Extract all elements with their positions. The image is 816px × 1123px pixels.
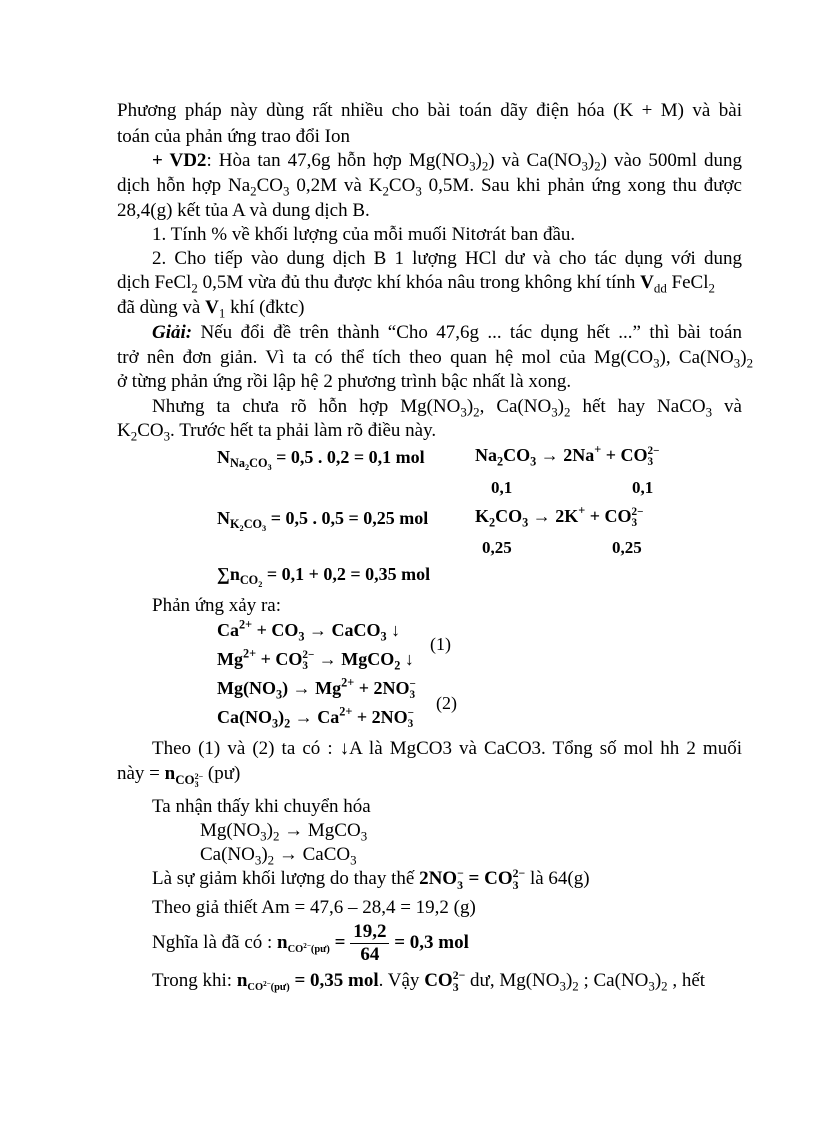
solution-line-3: ở từng phản ứng rồi lập hệ 2 phương trình bậc nhất là xong. [117, 371, 572, 392]
assumption-line: Theo giả thiết Am = 47,6 – 28,4 = 19,2 (g) [152, 897, 476, 918]
observation-line: Ta nhận thấy khi chuyển hóa [152, 796, 371, 817]
question-1: 1. Tính % về khối lượng của mỗi muối Nitơrát ban đầu. [152, 224, 576, 245]
reaction-3: $Mg(NO_3) \to Mg^{2+} + 2NO$ − 3 [217, 675, 416, 702]
reaction-4: $Ca(NO_3)_2 \to Ca^{2+} + 2NO$ − 3 [217, 704, 414, 731]
reaction-1: $Ca^{2+} + CO_3$ → CaCO$_3$ ↓ [217, 617, 401, 644]
solution-line-1: Giải: Nếu đổi đề trên thành “Cho 47,6g ... tác dụng hết ...” thì bài toán [152, 322, 742, 343]
intro-line-1: Phương pháp này dùng rất nhiều cho bài toán dãy điện hóa (K + M) và bài [117, 100, 742, 121]
while-line: Trong khi: $n_{CO^{2-}(pư)} = 0,35$ mol. Vậy CO 2− 3 dư, $Mg(NO_3)_2$ ; $Ca(NO_3)_2$ , hết [152, 969, 706, 994]
intro-line-2: toán của phản ứng trao đổi Ion [117, 126, 350, 147]
na2co3-dissociation: $Na_2CO_3 \to 2Na^+$ + CO 2− 3 [475, 442, 660, 469]
conclusion-line-2: này = $n_{CO 2- 3}$ (pư) [117, 763, 241, 789]
question-2-line-2: dịch FeCl$_2$ 0,5M vừa đủ thu được khí khóa nâu trong không khí tính $V_{dd}$ FeCl$_2$ [117, 272, 715, 296]
mol-k2co3-equation: $N_{K_2CO_3} = 0,5$ . 0,5 = 0,25 mol [217, 508, 429, 534]
co3-mol-value-2: 0,25 [612, 538, 642, 557]
mol-na2co3-equation: $N_{Na_2CO_3} = 0,5$ . 0,2 = 0,1 mol [217, 447, 425, 473]
problem-line-3: 28,4(g) kết tủa A và dung dịch B. [117, 200, 370, 221]
solution-line-2: trở nên đơn giản. Vì ta có thể tích theo quan hệ mol của $Mg(CO_3)$, $Ca(NO_3)_2$ [117, 347, 754, 371]
solution-line-5: $K_2CO_3$. Trước hết ta phải làm rõ điều này. [117, 420, 437, 444]
k2co3-dissociation: $K_2CO_3 \to 2K^+$ + CO 2− 3 [475, 503, 644, 530]
reaction-2: $Mg^{2+}$ + CO 2− 3 → MgCO$_2$ ↓ [217, 646, 414, 673]
mass-decrease-line: Là sự giảm khối lượng do thay thế 2NO − 3 = CO 2− 3 là 64(g) [152, 867, 590, 892]
conclusion-line-1: Theo (1) và (2) ta có : ↓A là MgCO3 và CaCO3. Tổng số mol hh 2 muối [152, 738, 742, 759]
question-2-line-3: đã dùng và $V_1$ khí (đktc) [117, 297, 305, 321]
k2co3-mol-value: 0,25 [482, 538, 512, 557]
sum-co3-equation: $\sum n_{CO_2} = 0,1 + 0,2 = 0,35$ mol [217, 564, 431, 590]
na2co3-mol-value: 0,1 [491, 478, 513, 497]
fraction-19-2-over-64: $\frac{19,2}{64}$ [350, 921, 389, 966]
reactions-heading: Phản ứng xảy ra: [152, 595, 282, 616]
problem-line-2: dịch hỗn hợp $Na_2CO_3$ 0,2M và $K_2CO_3$ 0,5M. Sau khi phản ứng xong thu được [117, 175, 742, 199]
reaction-tag-2: (2) [436, 693, 457, 713]
conversion-2: $Ca(NO_3)_2$ → CaCO$_3$ [200, 844, 357, 868]
conversion-1: $Mg(NO_3)_2$ → MgCO$_3$ [200, 820, 368, 844]
problem-line-1: + VD2: Hòa tan 47,6g hỗn hợp $Mg(NO_3)_2$) và $Ca(NO_3)_2$) vào 500ml dung [152, 150, 742, 174]
meaning-line: Nghĩa là đã có : $n_{CO^{2-}(pư)}$ = $\frac{19,2}{64}$ = 0,3 mol [152, 921, 469, 966]
reaction-tag-1: (1) [430, 634, 451, 654]
question-2-line-1: 2. Cho tiếp vào dung dịch B 1 lượng HCl dư và cho tác dụng với dung [152, 248, 742, 269]
solution-line-4: Nhưng ta chưa rõ hỗn hợp $Mg(NO_3)_2$, $Ca(NO_3)_2$ hết hay NaCO$_3$ và [152, 396, 742, 420]
co3-mol-value-1: 0,1 [632, 478, 654, 497]
